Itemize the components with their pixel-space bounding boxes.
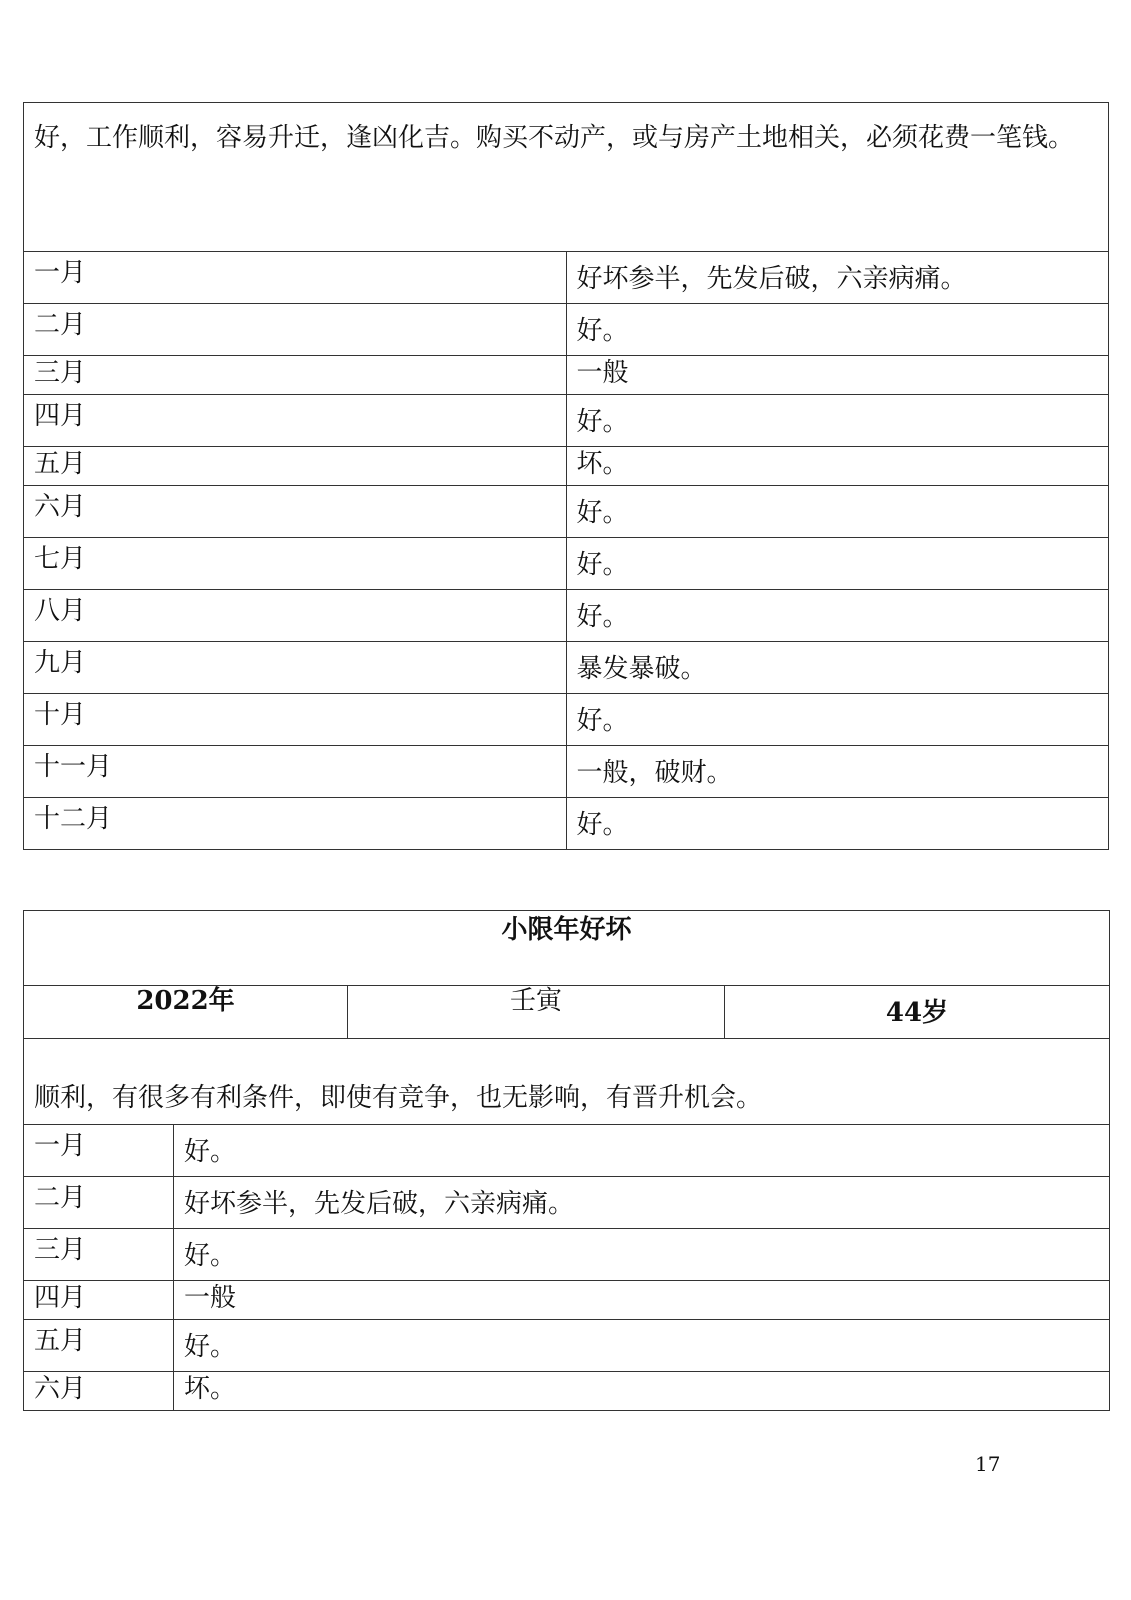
month-text: 好。 — [566, 798, 1109, 850]
month-label: 五月 — [24, 447, 567, 486]
yearly-fortune-table-continued — [23, 102, 1109, 850]
month-label: 九月 — [24, 642, 567, 694]
month-label: 四月 — [24, 395, 567, 447]
table-row — [24, 1281, 1110, 1320]
table-row — [24, 486, 1109, 538]
table-row — [24, 798, 1109, 850]
month-text: 好。 — [566, 304, 1109, 356]
month-text: 好。 — [566, 694, 1109, 746]
table-row — [24, 538, 1109, 590]
table-row — [24, 395, 1109, 447]
table-row — [24, 1320, 1110, 1372]
table-row — [24, 356, 1109, 395]
age-cell: 44岁 — [725, 986, 1110, 1039]
month-text: 好。 — [174, 1125, 1110, 1177]
month-text: 好。 — [566, 538, 1109, 590]
month-label: 十二月 — [24, 798, 567, 850]
month-label: 十一月 — [24, 746, 567, 798]
table-row — [24, 590, 1109, 642]
year-cell: 2022年 — [24, 986, 348, 1039]
month-label: 十月 — [24, 694, 567, 746]
month-text: 好。 — [566, 395, 1109, 447]
table-row — [24, 642, 1109, 694]
month-label: 三月 — [24, 356, 567, 395]
month-label: 二月 — [24, 1177, 174, 1229]
table-row — [24, 1177, 1110, 1229]
month-text: 一般 — [566, 356, 1109, 395]
month-text: 坏。 — [174, 1372, 1110, 1411]
month-label: 八月 — [24, 590, 567, 642]
table-row — [24, 1229, 1110, 1281]
table-row — [24, 447, 1109, 486]
minor-limit-year-table — [23, 910, 1110, 1411]
month-label: 五月 — [24, 1320, 174, 1372]
month-text: 好。 — [174, 1229, 1110, 1281]
table-row — [24, 746, 1109, 798]
page-number: 17 — [975, 1452, 1001, 1476]
month-label: 六月 — [24, 486, 567, 538]
table-row — [24, 1372, 1110, 1411]
table-row — [24, 1125, 1110, 1177]
month-label: 六月 — [24, 1372, 174, 1411]
month-label: 二月 — [24, 304, 567, 356]
month-text: 一般 — [174, 1281, 1110, 1320]
table-title: 小限年好坏 — [24, 911, 1110, 986]
month-text: 好坏参半，先发后破，六亲病痛。 — [174, 1177, 1110, 1229]
month-text: 好坏参半，先发后破，六亲病痛。 — [566, 252, 1109, 304]
month-text: 暴发暴破。 — [566, 642, 1109, 694]
month-text: 坏。 — [566, 447, 1109, 486]
month-label: 四月 — [24, 1281, 174, 1320]
month-label: 一月 — [24, 1125, 174, 1177]
month-text: 好。 — [566, 486, 1109, 538]
year-summary: 好，工作顺利，容易升迁，逢凶化吉。购买不动产，或与房产土地相关，必须花费一笔钱。 — [24, 103, 1109, 252]
month-label: 一月 — [24, 252, 567, 304]
month-text: 好。 — [174, 1320, 1110, 1372]
table-row — [24, 252, 1109, 304]
month-text: 一般，破财。 — [566, 746, 1109, 798]
ganzhi-cell: 壬寅 — [348, 986, 725, 1039]
table-row — [24, 304, 1109, 356]
month-label: 三月 — [24, 1229, 174, 1281]
month-text: 好。 — [566, 590, 1109, 642]
year-summary: 顺利，有很多有利条件，即使有竞争，也无影响，有晋升机会。 — [24, 1039, 1110, 1125]
table-row — [24, 694, 1109, 746]
month-label: 七月 — [24, 538, 567, 590]
